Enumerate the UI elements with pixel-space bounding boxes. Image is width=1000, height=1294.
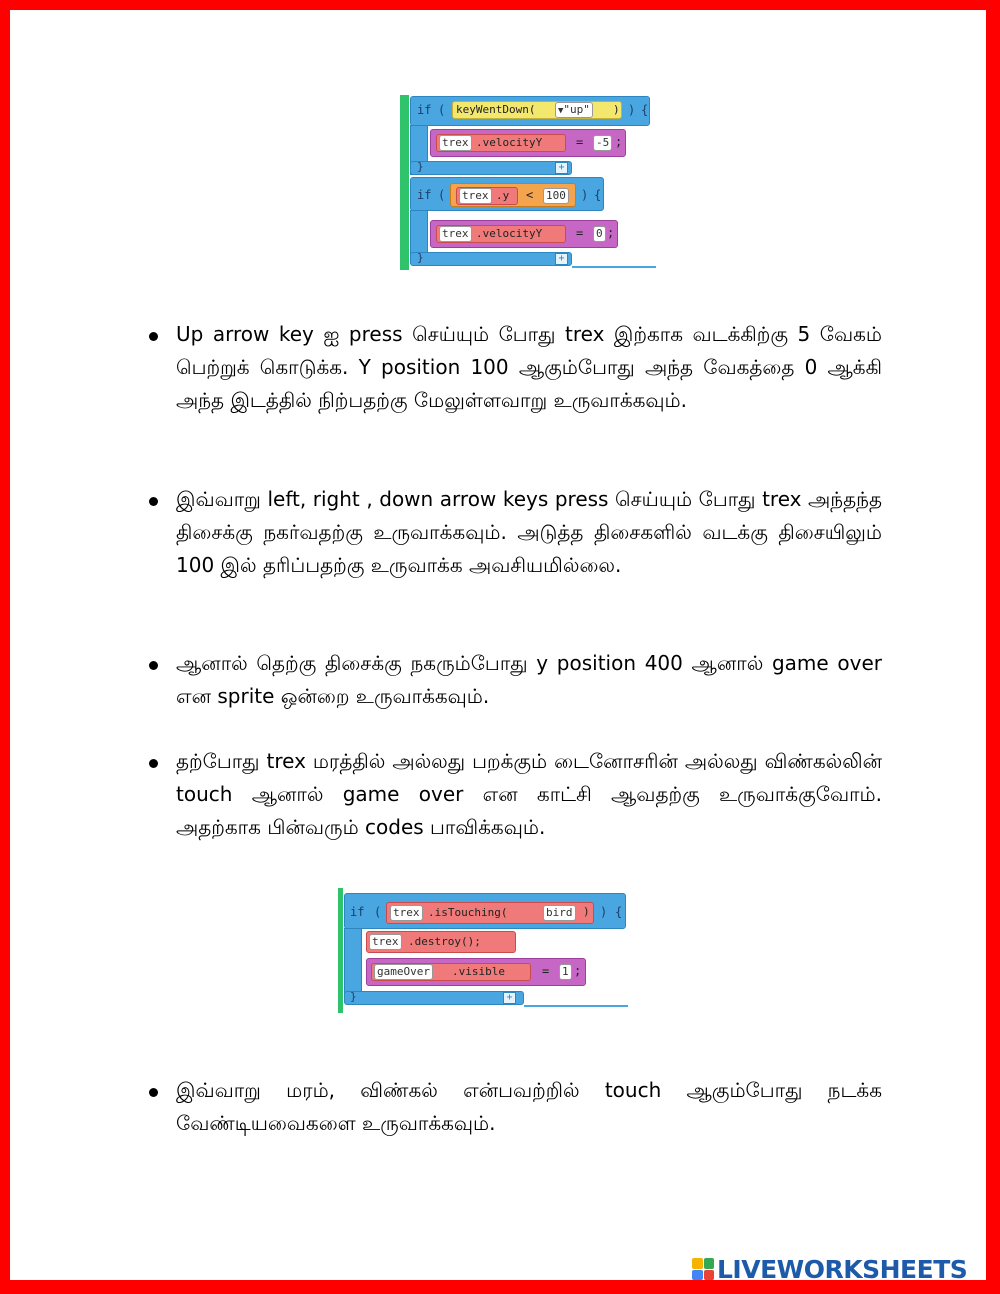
if-block-footer	[410, 252, 572, 266]
trex-var: trex	[459, 188, 492, 204]
close-paren-inner: )	[613, 103, 620, 116]
equals-op: =	[576, 135, 584, 149]
velocity-prop: .velocityY	[476, 227, 543, 240]
open-brace: {	[641, 103, 649, 117]
semicolon: ;	[607, 226, 615, 240]
bullet-dot	[149, 759, 158, 768]
list-item-text: இவ்வாறு மரம், விண்கல் என்பவற்றில் touch ஆகும்போது நடக்க வேண்டியவைகளை உருவாக்கவும்.	[176, 1078, 882, 1135]
block-underline	[572, 266, 656, 268]
bullet-dot	[149, 661, 158, 670]
velocity-prop: .velocityY	[476, 136, 543, 149]
close-paren: )	[628, 103, 636, 117]
if-keyword: if	[417, 188, 432, 202]
code-block-keywentdown	[400, 95, 656, 270]
value-input[interactable]: 0	[593, 226, 606, 242]
bird-var: bird	[543, 905, 576, 921]
close-brace: }	[417, 160, 424, 173]
liveworksheets-logo	[692, 1254, 967, 1284]
trex-var: trex	[439, 135, 472, 151]
close-paren-inner: )	[583, 905, 590, 918]
list-item	[146, 647, 882, 713]
close-paren: )	[581, 188, 589, 202]
bullet-dot	[149, 332, 158, 341]
semicolon: ;	[574, 964, 582, 978]
value-input[interactable]: 1	[559, 964, 572, 980]
equals-op: =	[542, 964, 550, 978]
list-item-text: Up arrow key ஐ press செய்யும் போது trex இற்காக வடக்கிற்கு 5 வேகம் பெற்றுக் கொடுக்க. Y position 100 ஆகும்போது அந்த வேகத்தை 0 ஆக்கி அந்த இடத்தில் நிற்பதற்கு மேலுள்ளவாறு உருவாக்கவும்.	[176, 322, 882, 412]
destroy-call: .destroy();	[408, 935, 481, 948]
list-item-text: ஆனால் தெற்கு திசைக்கு நகரும்போது y position 400 ஆனால் game over என sprite ஒன்றை உருவாக்கவும்.	[176, 651, 882, 708]
keywentdown-call: keyWentDown(	[456, 103, 536, 116]
bullet-dot	[149, 497, 158, 506]
open-paren: (	[438, 103, 446, 117]
logo-text: LIVEWORKSHEETS	[717, 1254, 968, 1284]
add-icon[interactable]: +	[503, 992, 516, 1004]
logo-mark-icon	[692, 1258, 714, 1280]
trex-var: trex	[439, 226, 472, 242]
trex-var: trex	[390, 905, 423, 921]
less-than-op: <	[526, 188, 534, 202]
list-item	[146, 1074, 882, 1140]
block-underline	[524, 1005, 628, 1007]
open-paren: (	[438, 188, 446, 202]
value-input[interactable]: 100	[543, 188, 569, 204]
close-paren: )	[600, 905, 608, 919]
if-keyword: if	[417, 103, 432, 117]
close-brace: }	[350, 990, 357, 1003]
visible-prop: .visible	[452, 965, 505, 978]
open-brace: {	[594, 188, 602, 202]
trex-var: trex	[369, 934, 402, 950]
key-dropdown[interactable]	[555, 102, 593, 118]
close-brace: }	[417, 251, 424, 264]
list-item	[146, 745, 882, 877]
list-item	[146, 483, 882, 615]
if-keyword: if	[350, 905, 365, 919]
add-icon[interactable]: +	[555, 162, 568, 174]
istouching-call: .isTouching(	[428, 906, 508, 919]
list-item-text: தற்போது trex மரத்தில் அல்லது பறக்கும் டைனோசரின் அல்லது விண்கல்லின் touch ஆனால் game over என காட்சி ஆவதற்கு உருவாக்குவோம். அதற்காக பின்வரும் codes பாவிக்கவும்.	[176, 749, 882, 839]
open-brace: {	[615, 905, 623, 919]
open-paren: (	[374, 905, 382, 919]
code-block-istouching	[338, 888, 628, 1013]
if-block-spine	[344, 928, 362, 998]
y-prop: .y	[496, 189, 510, 202]
chevron-down-icon: ▼	[558, 106, 564, 116]
add-icon[interactable]: +	[555, 253, 568, 265]
semicolon: ;	[615, 135, 623, 149]
if-block-footer	[410, 161, 572, 175]
equals-op: =	[576, 226, 584, 240]
bullet-dot	[149, 1088, 158, 1097]
code-block-gutter	[400, 95, 409, 270]
list-item-text: இவ்வாறு left, right , down arrow keys press செய்யும் போது trex அந்தந்த திசைக்கு நகர்வதற்கு உருவாக்கவும். அடுத்த திசைகளில் வடக்கு திசையிலும் 100 இல் தரிப்பதற்கு உருவாக்க அவசியமில்லை.	[176, 487, 882, 577]
if-block-footer	[344, 991, 524, 1005]
list-item	[146, 318, 882, 450]
value-input[interactable]: -5	[593, 135, 612, 151]
gameover-var: gameOver	[374, 964, 433, 980]
code-block-gutter	[338, 888, 343, 1013]
key-value: "up"	[563, 103, 590, 116]
